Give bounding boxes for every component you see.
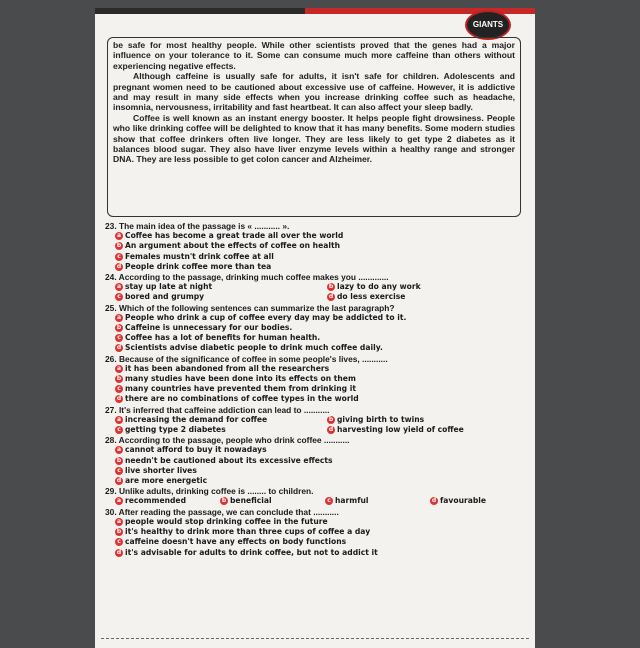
options-row: [105, 425, 525, 435]
question-block: [105, 272, 525, 303]
question-text: 26. Because of the significance of coffee in some people's lives, ...........: [105, 353, 388, 364]
option-text: bored and grumpy: [125, 292, 205, 302]
answer-option[interactable]: [115, 496, 210, 506]
answer-option[interactable]: [327, 292, 405, 302]
answer-option[interactable]: [115, 445, 525, 455]
answer-option[interactable]: [115, 313, 525, 323]
option-letter-badge: c: [115, 426, 123, 434]
answer-option[interactable]: [115, 262, 525, 272]
answer-option[interactable]: [115, 333, 525, 343]
answer-option[interactable]: [115, 231, 525, 241]
question-block: [105, 435, 525, 486]
passage-paragraph-1: be safe for most healthy people. While other scientists proved that the genes had a major influence on your tolerance to it. Some can consume much more caffeine than others without experiencing negative effects.: [113, 40, 515, 71]
option-text: needn't be cautioned about its excessive effects: [125, 455, 333, 465]
question-block: [105, 405, 525, 436]
option-text: harvesting low yield of coffee: [337, 425, 464, 435]
option-letter-badge: b: [116, 456, 122, 464]
option-letter-badge: a: [116, 232, 122, 240]
options-row: [105, 415, 525, 425]
option-letter-badge: c: [115, 334, 123, 342]
answer-option[interactable]: [115, 384, 525, 394]
option-letter-badge: c: [115, 467, 123, 475]
option-text: are more energetic: [125, 476, 208, 486]
option-letter-badge: b: [221, 497, 227, 505]
option-letter-badge: a: [116, 313, 122, 321]
answer-option[interactable]: [115, 415, 317, 425]
question-text: 28. According to the passage, people who drink coffee ...........: [105, 435, 350, 446]
option-letter-badge: a: [116, 517, 122, 525]
question-block: [105, 221, 525, 272]
questions-section: [105, 221, 525, 558]
option-text: getting type 2 diabetes: [125, 425, 226, 435]
answer-option[interactable]: [325, 496, 420, 506]
option-letter-badge: d: [328, 426, 334, 434]
options-row: [105, 282, 525, 292]
answer-option[interactable]: [115, 537, 525, 547]
answer-option[interactable]: [115, 241, 525, 251]
option-text: stay up late at night: [125, 282, 213, 292]
question-block: [105, 354, 525, 405]
question-text: 25. Which of the following sentences can summarize the last paragraph?: [105, 302, 395, 313]
option-text: caffeine doesn't have any effects on body functions: [125, 537, 347, 547]
answer-option[interactable]: [115, 425, 317, 435]
option-letter-badge: c: [115, 385, 123, 393]
option-letter-badge: d: [116, 548, 122, 556]
answer-option[interactable]: [327, 425, 464, 435]
question-text: 27. It's inferred that caffeine addiction can lead to ...........: [105, 404, 330, 415]
answer-option[interactable]: [327, 415, 424, 425]
answer-option[interactable]: [115, 527, 525, 537]
question-block: [105, 486, 525, 506]
answer-option[interactable]: [115, 394, 525, 404]
option-letter-badge: d: [116, 395, 122, 403]
option-text: beneficial: [230, 496, 272, 506]
option-text: many countries have prevented them from drinking it: [125, 384, 356, 394]
passage-paragraph-2: Although caffeine is usually safe for adults, it isn't safe for children. Adolescents and pregnant women need to be cautioned about excessive use of caffeine. However, it is addictive and may result in many side effects when you increase drinking coffee such as headache, insomnia, nervousness, irritability and fast heartbeat. It can also affect your sleep badly.: [113, 71, 515, 113]
option-text: An argument about the effects of coffee on health: [125, 241, 340, 251]
option-letter-badge: d: [431, 497, 437, 505]
option-text: giving birth to twins: [337, 414, 425, 424]
option-letter-badge: c: [115, 538, 123, 546]
option-text: Scientists advise diabetic people to drink much coffee daily.: [125, 343, 383, 353]
option-letter-badge: b: [116, 242, 122, 250]
option-text: favourable: [440, 496, 487, 506]
option-text: it's healthy to drink more than three cups of coffee a day: [125, 527, 371, 537]
options-row: [105, 496, 525, 506]
giants-logo: GIANTS: [465, 10, 511, 40]
option-letter-badge: a: [116, 497, 122, 505]
answer-option[interactable]: [115, 292, 317, 302]
option-text: cannot afford to buy it nowadays: [125, 445, 267, 455]
option-text: Caffeine is unnecessary for our bodies.: [125, 323, 293, 333]
option-text: it's advisable for adults to drink coffee, but not to addict it: [125, 547, 378, 557]
options-row: [105, 292, 525, 302]
option-text: Females mustn't drink coffee at all: [125, 251, 274, 261]
answer-option[interactable]: [430, 496, 525, 506]
answer-option[interactable]: [220, 496, 315, 506]
reading-passage: [107, 37, 521, 217]
option-letter-badge: b: [328, 283, 334, 291]
page-border-dashed: [101, 638, 529, 639]
question-block: [105, 507, 525, 558]
option-letter-badge: d: [328, 293, 334, 301]
header-stripe-dark: [95, 8, 305, 14]
option-letter-badge: c: [115, 293, 123, 301]
passage-paragraph-3: Coffee is well known as an instant energy booster. It helps people fight drowsiness. People who like drinking coffee will be delighted to know that it has many benefits. Some modern studies show that coffee drinkers often live longer. They are less likely to get type 2 diabetes as it balances blood sugar. They also have liver enzyme levels within a healthy range and stronger DNA. They are less possible to get colon cancer and Alzheimer.: [113, 112, 515, 165]
option-text: people would stop drinking coffee in the future: [125, 516, 328, 526]
option-text: live shorter lives: [125, 465, 197, 475]
answer-option[interactable]: [115, 476, 525, 486]
option-letter-badge: b: [116, 324, 122, 332]
question-text: 24. According to the passage, drinking much coffee makes you .............: [105, 272, 389, 283]
option-text: lazy to do any work: [337, 282, 421, 292]
option-text: recommended: [125, 496, 187, 506]
option-letter-badge: a: [116, 415, 122, 423]
answer-option[interactable]: [327, 282, 421, 292]
answer-option[interactable]: [115, 343, 525, 353]
option-letter-badge: c: [115, 253, 123, 261]
answer-option[interactable]: [115, 364, 525, 374]
option-text: People drink coffee more than tea: [125, 261, 272, 271]
document-page: [95, 8, 535, 648]
option-text: harmful: [335, 496, 369, 506]
option-letter-badge: b: [328, 415, 334, 423]
answer-option[interactable]: [115, 517, 525, 527]
answer-option[interactable]: [115, 374, 525, 384]
option-letter-badge: a: [116, 283, 122, 291]
answer-option[interactable]: [115, 282, 317, 292]
answer-option[interactable]: [115, 548, 525, 558]
option-text: do less exercise: [337, 292, 406, 302]
option-letter-badge: d: [116, 477, 122, 485]
option-text: Coffee has become a great trade all over the world: [125, 231, 344, 241]
option-letter-badge: d: [116, 262, 122, 270]
answer-option[interactable]: [115, 323, 525, 333]
answer-option[interactable]: [115, 466, 525, 476]
answer-option[interactable]: [115, 252, 525, 262]
option-text: People who drink a cup of coffee every day may be addicted to it.: [125, 312, 407, 322]
option-letter-badge: d: [116, 344, 122, 352]
option-text: Coffee has a lot of benefits for human health.: [125, 333, 321, 343]
question-text: 23. The main idea of the passage is « ........... ».: [105, 221, 290, 231]
option-letter-badge: a: [116, 446, 122, 454]
option-letter-badge: b: [116, 528, 122, 536]
question-text: 30. After reading the passage, we can conclude that ...........: [105, 506, 339, 517]
option-letter-badge: b: [116, 375, 122, 383]
answer-option[interactable]: [115, 456, 525, 466]
question-block: [105, 303, 525, 354]
option-text: increasing the demand for coffee: [125, 414, 268, 424]
option-letter-badge: c: [325, 497, 333, 505]
option-text: there are no combinations of coffee types in the world: [125, 394, 359, 404]
option-text: it has been abandoned from all the researchers: [125, 363, 330, 373]
option-text: many studies have been done into its effects on them: [125, 374, 356, 384]
option-letter-badge: a: [116, 364, 122, 372]
question-text: 29. Unlike adults, drinking coffee is ........ to children.: [105, 486, 314, 497]
